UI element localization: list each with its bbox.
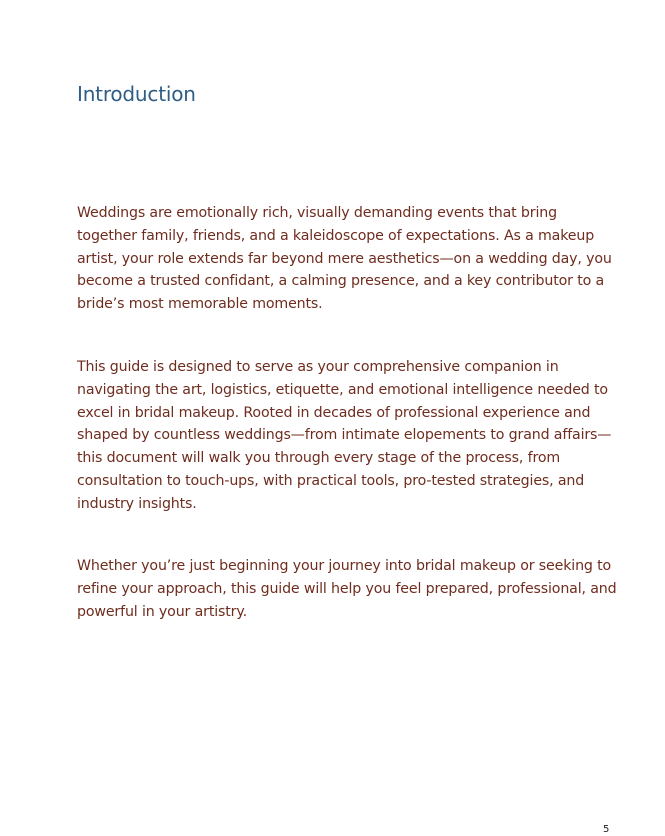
intro-paragraph-3: Whether you’re just beginning your journey into bridal makeup or seeking to refine your approach, this guide will help you feel prepared, professional, and powerful in your artistry. xyxy=(77,558,617,620)
section-heading: Introduction xyxy=(77,82,196,106)
intro-paragraph-1: Weddings are emotionally rich, visually demanding events that bring together family, friends, and a kaleidoscope of expectations. As a makeup artist, your role extends far beyond mere aesthetics—on a wedding day, you become a trusted confidant, a calming presence, and a key contributor to a bride’s most memorable moments. xyxy=(77,205,612,313)
page-number: 5 xyxy=(603,824,610,835)
intro-paragraph-2: This guide is designed to serve as your comprehensive companion in navigating the art, logistics, etiquette, and emotional intelligence needed to excel in bridal makeup. Rooted in decades of professional experience and shaped by countless weddings—from intimate elopements to grand affairs—this document will walk you through every stage of the process, from consultation to touch-ups, with practical tools, pro-tested strategies, and industry insights. xyxy=(77,359,612,512)
